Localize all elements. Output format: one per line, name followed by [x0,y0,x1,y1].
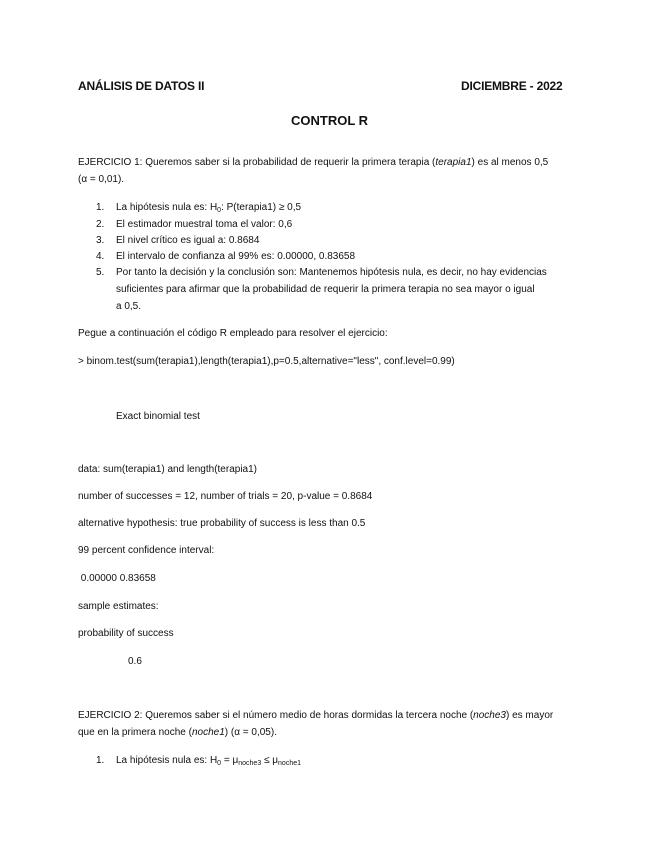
r-output-stats: number of successes = 12, number of trials = 20, p-value = 0.8684 [78,491,373,502]
ex1-item-2: 2. El estimador muestral toma el valor: 0,6 [96,219,293,230]
ex1-item-5-line3: a 0,5. [116,301,142,312]
ex1-item-1: 1. La hipótesis nula es: $H_0$: P(terapia1) ≥ 0,5 [96,202,302,214]
r-output-ci-values: 0.00000 0.83658 [78,573,156,584]
ex2-intro-line2: que en la primera noche (noche1) (α = 0,05). [78,727,277,738]
ex1-item-5: 5. Por tanto la decisión y la conclusión son: Mantenemos hipótesis nula, es decir, no hay evidencias [96,267,547,278]
paste-code-label: Pegue a continuación el código R empleado para resolver el ejercicio: [78,328,388,339]
ex1-item-3: 3. El nivel crítico es igual a: 0.8684 [96,235,260,246]
r-output-estimate-name: probability of success [78,628,174,639]
ex1-intro-line2: (α = 0,01). [78,174,125,185]
r-output-test-name: Exact binomial test [116,411,200,422]
ex1-item-5-line2: suficientes para afirmar que la probabilidad de requerir la primera terapia no sea mayor o igual [116,284,535,295]
header-date: DICIEMBRE - 2022 [461,79,563,93]
document-title: CONTROL R [291,113,369,128]
r-output-ci-label: 99 percent confidence interval: [78,545,215,556]
r-output-estimate-value: 0.6 [128,656,142,667]
r-output-estimates-label: sample estimates: [78,601,159,612]
header-course: ANÁLISIS DE DATOS II [78,79,205,93]
ex1-intro: EJERCICIO 1: Queremos saber si la probabilidad de requerir la primera terapia (terapia1) es al menos 0,5 [78,157,549,168]
r-code: > binom.test(sum(terapia1),length(terapia1),p=0.5,alternative="less", conf.level=0.99) [78,356,455,367]
r-output-data: data: sum(terapia1) and length(terapia1) [78,464,257,475]
ex2-item-1: 1. La hipótesis nula es: $H_0 = \mu_{noche3} \le \mu_{noche1}$ [96,755,301,767]
ex2-intro: EJERCICIO 2: Queremos saber si el número medio de horas dormidas la tercera noche (noche3) es mayor [78,710,554,721]
ex1-item-4: 4. El intervalo de confianza al 99% es: 0.00000, 0.83658 [96,251,356,262]
r-output-alternative: alternative hypothesis: true probability of success is less than 0.5 [78,518,366,529]
